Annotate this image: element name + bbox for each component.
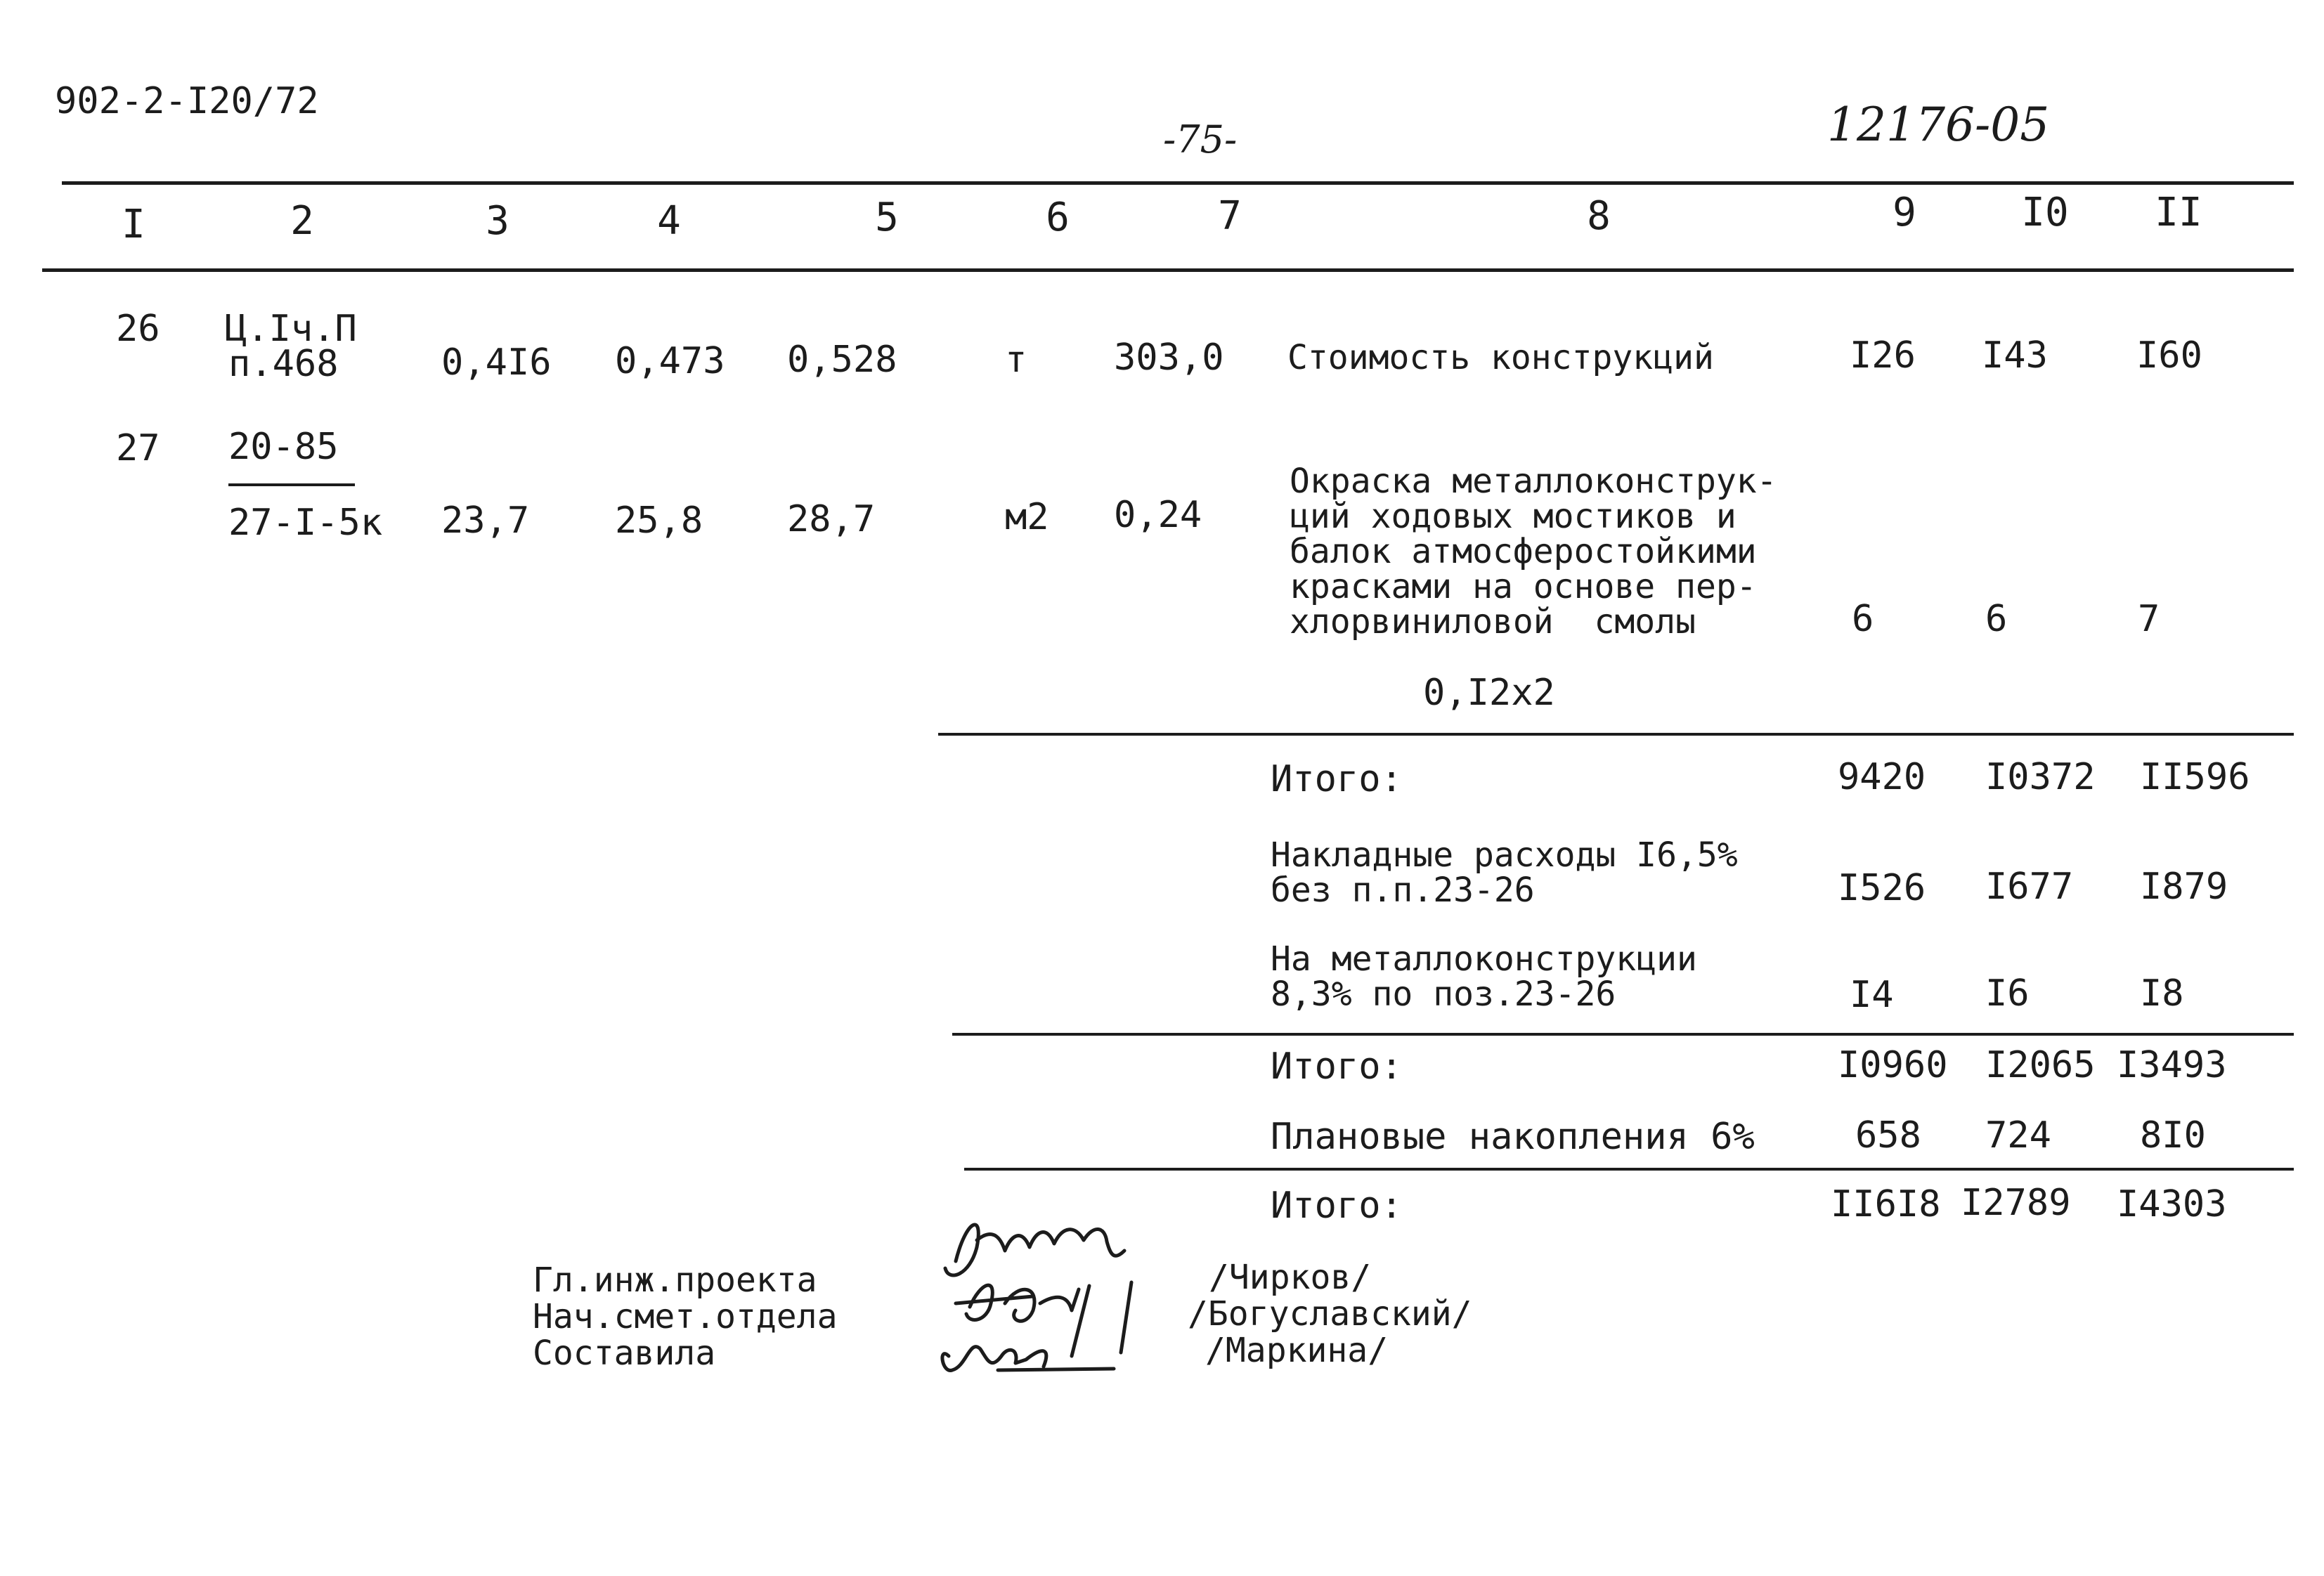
section-rule	[964, 1168, 2294, 1171]
signatory-role: Нач.смет.отдела	[533, 1297, 838, 1336]
signatory-name: /Маркина/	[1205, 1331, 1389, 1370]
cell-col7: 0,24	[1114, 494, 1202, 536]
cell-col10: 6	[1985, 598, 2008, 640]
column-header: 7	[1218, 193, 1242, 239]
column-header: 6	[1046, 195, 1070, 240]
totals-col9: I4	[1850, 974, 1894, 1016]
cell-col3: 23,7	[441, 500, 530, 542]
cell-unit: м2	[1005, 496, 1049, 538]
column-header: 5	[875, 195, 899, 240]
column-header: 8	[1587, 193, 1611, 239]
row-code: Ц.Iч.П	[225, 308, 357, 350]
totals-col9: 9420	[1838, 756, 1926, 798]
archive-number: 12176-05	[1827, 98, 2050, 152]
row-code-denominator: 27-I-5к	[228, 502, 383, 544]
cell-col10: I43	[1982, 334, 2048, 377]
document-code: 902-2-I20/72	[55, 80, 319, 122]
cell-col11: 7	[2138, 598, 2160, 640]
row-code: п.468	[228, 343, 339, 385]
totals-label: Плановые накопления 6%	[1271, 1116, 1755, 1158]
totals-col9: I526	[1838, 867, 1926, 909]
row-code-numerator: 20-85	[228, 426, 339, 468]
signatory-role: Составила	[533, 1334, 716, 1373]
totals-col11: I879	[2140, 866, 2228, 908]
totals-label: Итого:	[1271, 758, 1403, 800]
totals-col11: 8I0	[2140, 1114, 2206, 1157]
totals-col10: I677	[1985, 866, 2074, 908]
totals-label: Итого:	[1271, 1185, 1403, 1227]
totals-col10: I2065	[1985, 1044, 2096, 1086]
column-header: 9	[1893, 190, 1916, 235]
totals-col11: I8	[2140, 972, 2184, 1015]
cell-col3: 0,4I6	[441, 341, 552, 384]
totals-col11: II596	[2140, 756, 2250, 798]
totals-col10: I0372	[1985, 756, 2096, 798]
row-number: 26	[116, 308, 160, 350]
totals-col9: I0960	[1838, 1044, 1948, 1086]
handwritten-signatures	[928, 1198, 1181, 1388]
cell-col4: 0,473	[615, 340, 725, 382]
totals-col9: 658	[1855, 1114, 1921, 1157]
totals-col10: 724	[1985, 1114, 2051, 1157]
signatory-role: Гл.инж.проекта	[533, 1261, 817, 1300]
row-description: Стоимость конструкций	[1287, 338, 1714, 377]
column-header: I	[122, 202, 145, 247]
totals-label: Накладные расходы I6,5% без п.п.23-26	[1271, 835, 1738, 910]
column-header: I0	[2021, 190, 2069, 235]
row-description: Окраска металлоконструк- ций ходовых мостиков и балок атмосферостойкими красками на основе пер- хлорвиниловой смолы	[1290, 462, 1777, 642]
cell-unit: т	[1005, 339, 1027, 381]
signatory-name: /Чирков/	[1209, 1258, 1372, 1297]
totals-label: На металлоконструкции 8,3% по поз.23-26	[1271, 939, 1697, 1014]
cell-col4: 25,8	[615, 500, 703, 542]
cell-col7: 303,0	[1114, 337, 1224, 379]
signatory-name: /Богуславский/	[1188, 1294, 1472, 1334]
cell-col9: 6	[1852, 598, 1874, 640]
fraction-bar	[228, 483, 355, 486]
column-header: 4	[657, 198, 681, 244]
totals-col10: I6	[1985, 972, 2030, 1015]
cell-col5: 28,7	[787, 498, 876, 540]
cell-col5: 0,528	[787, 339, 897, 381]
totals-col11: I4303	[2117, 1183, 2227, 1225]
cell-col9: I26	[1850, 334, 1916, 377]
table-top-rule	[62, 181, 2294, 185]
totals-col10: I2789	[1961, 1182, 2071, 1224]
section-rule	[952, 1033, 2294, 1036]
totals-col11: I3493	[2117, 1044, 2227, 1086]
column-header: 3	[486, 198, 509, 244]
row-note: 0,I2х2	[1423, 672, 1555, 714]
column-header: II	[2155, 190, 2202, 235]
header-bottom-rule	[42, 268, 2294, 272]
totals-col9: II6I8	[1831, 1183, 1941, 1225]
row-number: 27	[116, 427, 160, 469]
totals-label: Итого:	[1271, 1046, 1403, 1088]
cell-col11: I60	[2136, 334, 2202, 377]
column-header: 2	[290, 198, 314, 244]
page-number: -75-	[1163, 117, 1238, 162]
section-rule	[938, 733, 2294, 736]
